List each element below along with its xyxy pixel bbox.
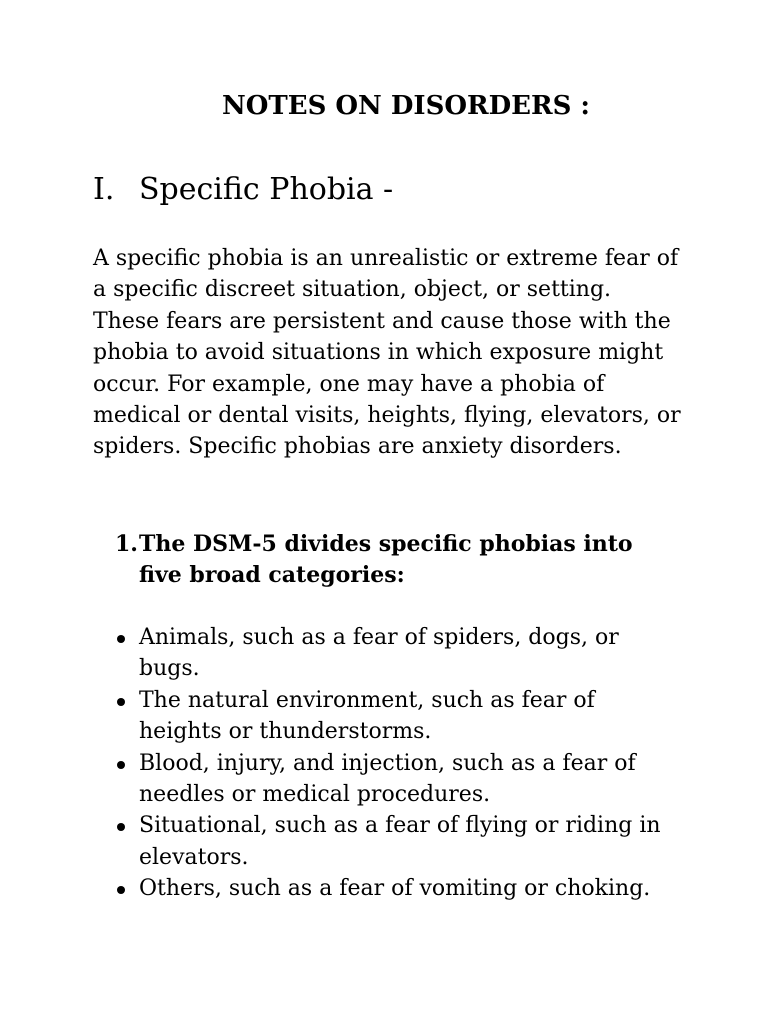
section-number: I. bbox=[93, 172, 115, 207]
numbered-item-marker: 1. bbox=[115, 531, 138, 557]
section-heading bbox=[93, 168, 393, 212]
numbered-item-text: The DSM-5 divides specific phobias into five broad categories: bbox=[139, 531, 633, 589]
bullet-item-text: Animals, such as a fear of spiders, dogs, or bugs. bbox=[139, 625, 619, 682]
bullet-item bbox=[93, 622, 683, 685]
bullet-item bbox=[93, 748, 683, 811]
numbered-item bbox=[93, 529, 683, 592]
bullet-item-text: Situational, such as a fear of flying or riding in elevators. bbox=[139, 813, 661, 870]
bullet-dot-icon bbox=[117, 635, 125, 643]
numbered-list bbox=[93, 529, 683, 592]
section-heading-text: Specific Phobia - bbox=[139, 172, 394, 207]
bullet-dot-icon bbox=[117, 761, 125, 769]
bullet-item bbox=[93, 810, 683, 873]
bullet-dot-icon bbox=[117, 886, 125, 894]
bullet-item-text: The natural environment, such as fear of heights or thunderstorms. bbox=[139, 687, 595, 745]
intro-paragraph: A specific phobia is an unrealistic or extreme fear of a specific discreet situation, object, or setting. These fears are persistent and cause those with the phobia to avoid situations in which exposure might occur. For example, one may have a phobia of medical or dental visits, heights, flying, elevators, or spiders. Specific phobias are anxiety disorders. bbox=[93, 246, 681, 460]
bullet-item-text: Blood, injury, and injection, such as a fear of needles or medical procedures. bbox=[139, 750, 636, 808]
bullet-list bbox=[93, 622, 683, 905]
bullet-item bbox=[93, 685, 683, 748]
bullet-item bbox=[93, 873, 683, 904]
document-title: NOTES ON DISORDERS : bbox=[221, 91, 590, 121]
bullet-dot-icon bbox=[117, 823, 125, 831]
bullet-dot-icon bbox=[117, 698, 125, 706]
bullet-item-text: Others, such as a fear of vomiting or choking. bbox=[139, 876, 651, 902]
